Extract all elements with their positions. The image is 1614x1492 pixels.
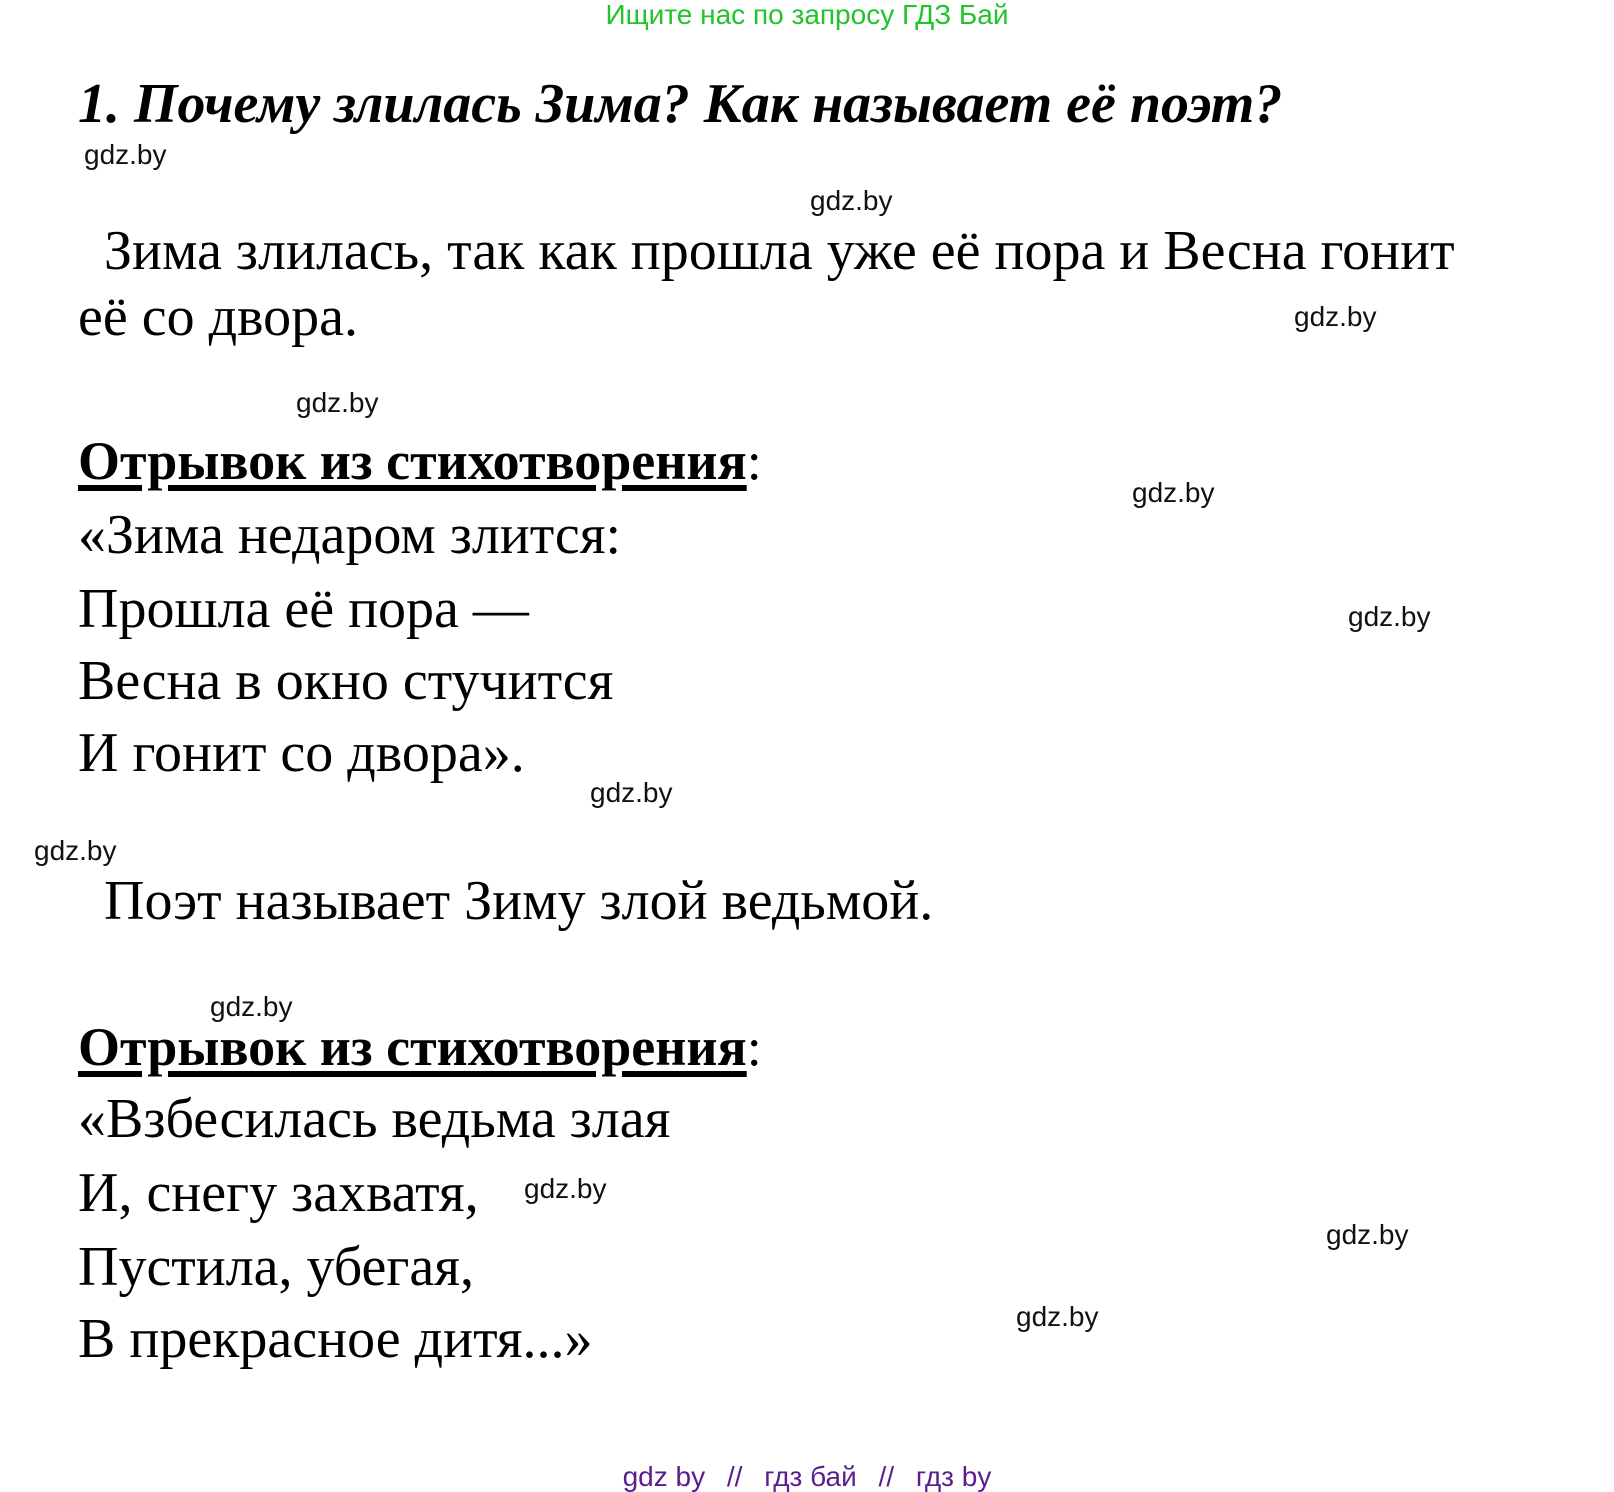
poem-2-line-3: Пустила, убегая,	[78, 1236, 474, 1298]
poem-2-line-1: «Взбесилась ведьма злая	[78, 1088, 671, 1150]
excerpt-heading-2-colon: :	[746, 1017, 762, 1077]
watermark: gdz.by	[84, 139, 167, 170]
question-heading: 1. Почему злилась Зима? Как называет её поэт?	[78, 73, 1283, 135]
excerpt-heading-2	[78, 1014, 762, 1080]
poem-1-line-2: Прошла её пора —	[78, 578, 529, 640]
watermark: gdz.by	[1348, 601, 1431, 632]
watermark: gdz.by	[1294, 301, 1377, 332]
poem-2-line-2: И, снегу захватя,	[78, 1162, 479, 1224]
watermark: gdz.by	[590, 777, 673, 808]
answer-2: Поэт называет Зиму злой ведьмой.	[104, 870, 934, 932]
footer-separator: //	[878, 1461, 895, 1492]
top-banner: Ищите нас по запросу ГДЗ Бай	[605, 0, 1009, 30]
poem-1-line-4: И гонит со двора».	[78, 722, 525, 784]
watermark: gdz.by	[210, 991, 293, 1022]
excerpt-heading-1-text: Отрывок из стихотворения	[78, 431, 747, 491]
footer-link-gdz-bai[interactable]: гдз бай	[764, 1461, 857, 1492]
watermark: gdz.by	[1132, 477, 1215, 508]
excerpt-heading-2-text: Отрывок из стихотворения	[78, 1017, 747, 1077]
poem-2-line-4: В прекрасное дитя...»	[78, 1308, 593, 1370]
answer-line-2: её со двора.	[78, 286, 358, 348]
watermark: gdz.by	[34, 835, 117, 866]
excerpt-heading-1-colon: :	[746, 431, 762, 491]
watermark: gdz.by	[1016, 1301, 1099, 1332]
answer-line-1: Зима злилась, так как прошла уже её пора и Весна гонит	[104, 220, 1455, 282]
watermark: gdz.by	[296, 387, 379, 418]
watermark: gdz.by	[810, 185, 893, 216]
footer-link-gdz-by[interactable]: gdz by	[622, 1461, 706, 1492]
footer-link-gdz-by-cyr[interactable]: гдз by	[915, 1461, 992, 1492]
watermark: gdz.by	[1326, 1219, 1409, 1250]
footer-links	[0, 1462, 1614, 1492]
poem-1-line-1: «Зима недаром злится:	[78, 504, 622, 566]
poem-1-line-3: Весна в окно стучится	[78, 650, 614, 712]
footer-separator: //	[726, 1461, 743, 1492]
excerpt-heading-1	[78, 428, 762, 494]
watermark: gdz.by	[524, 1173, 607, 1204]
